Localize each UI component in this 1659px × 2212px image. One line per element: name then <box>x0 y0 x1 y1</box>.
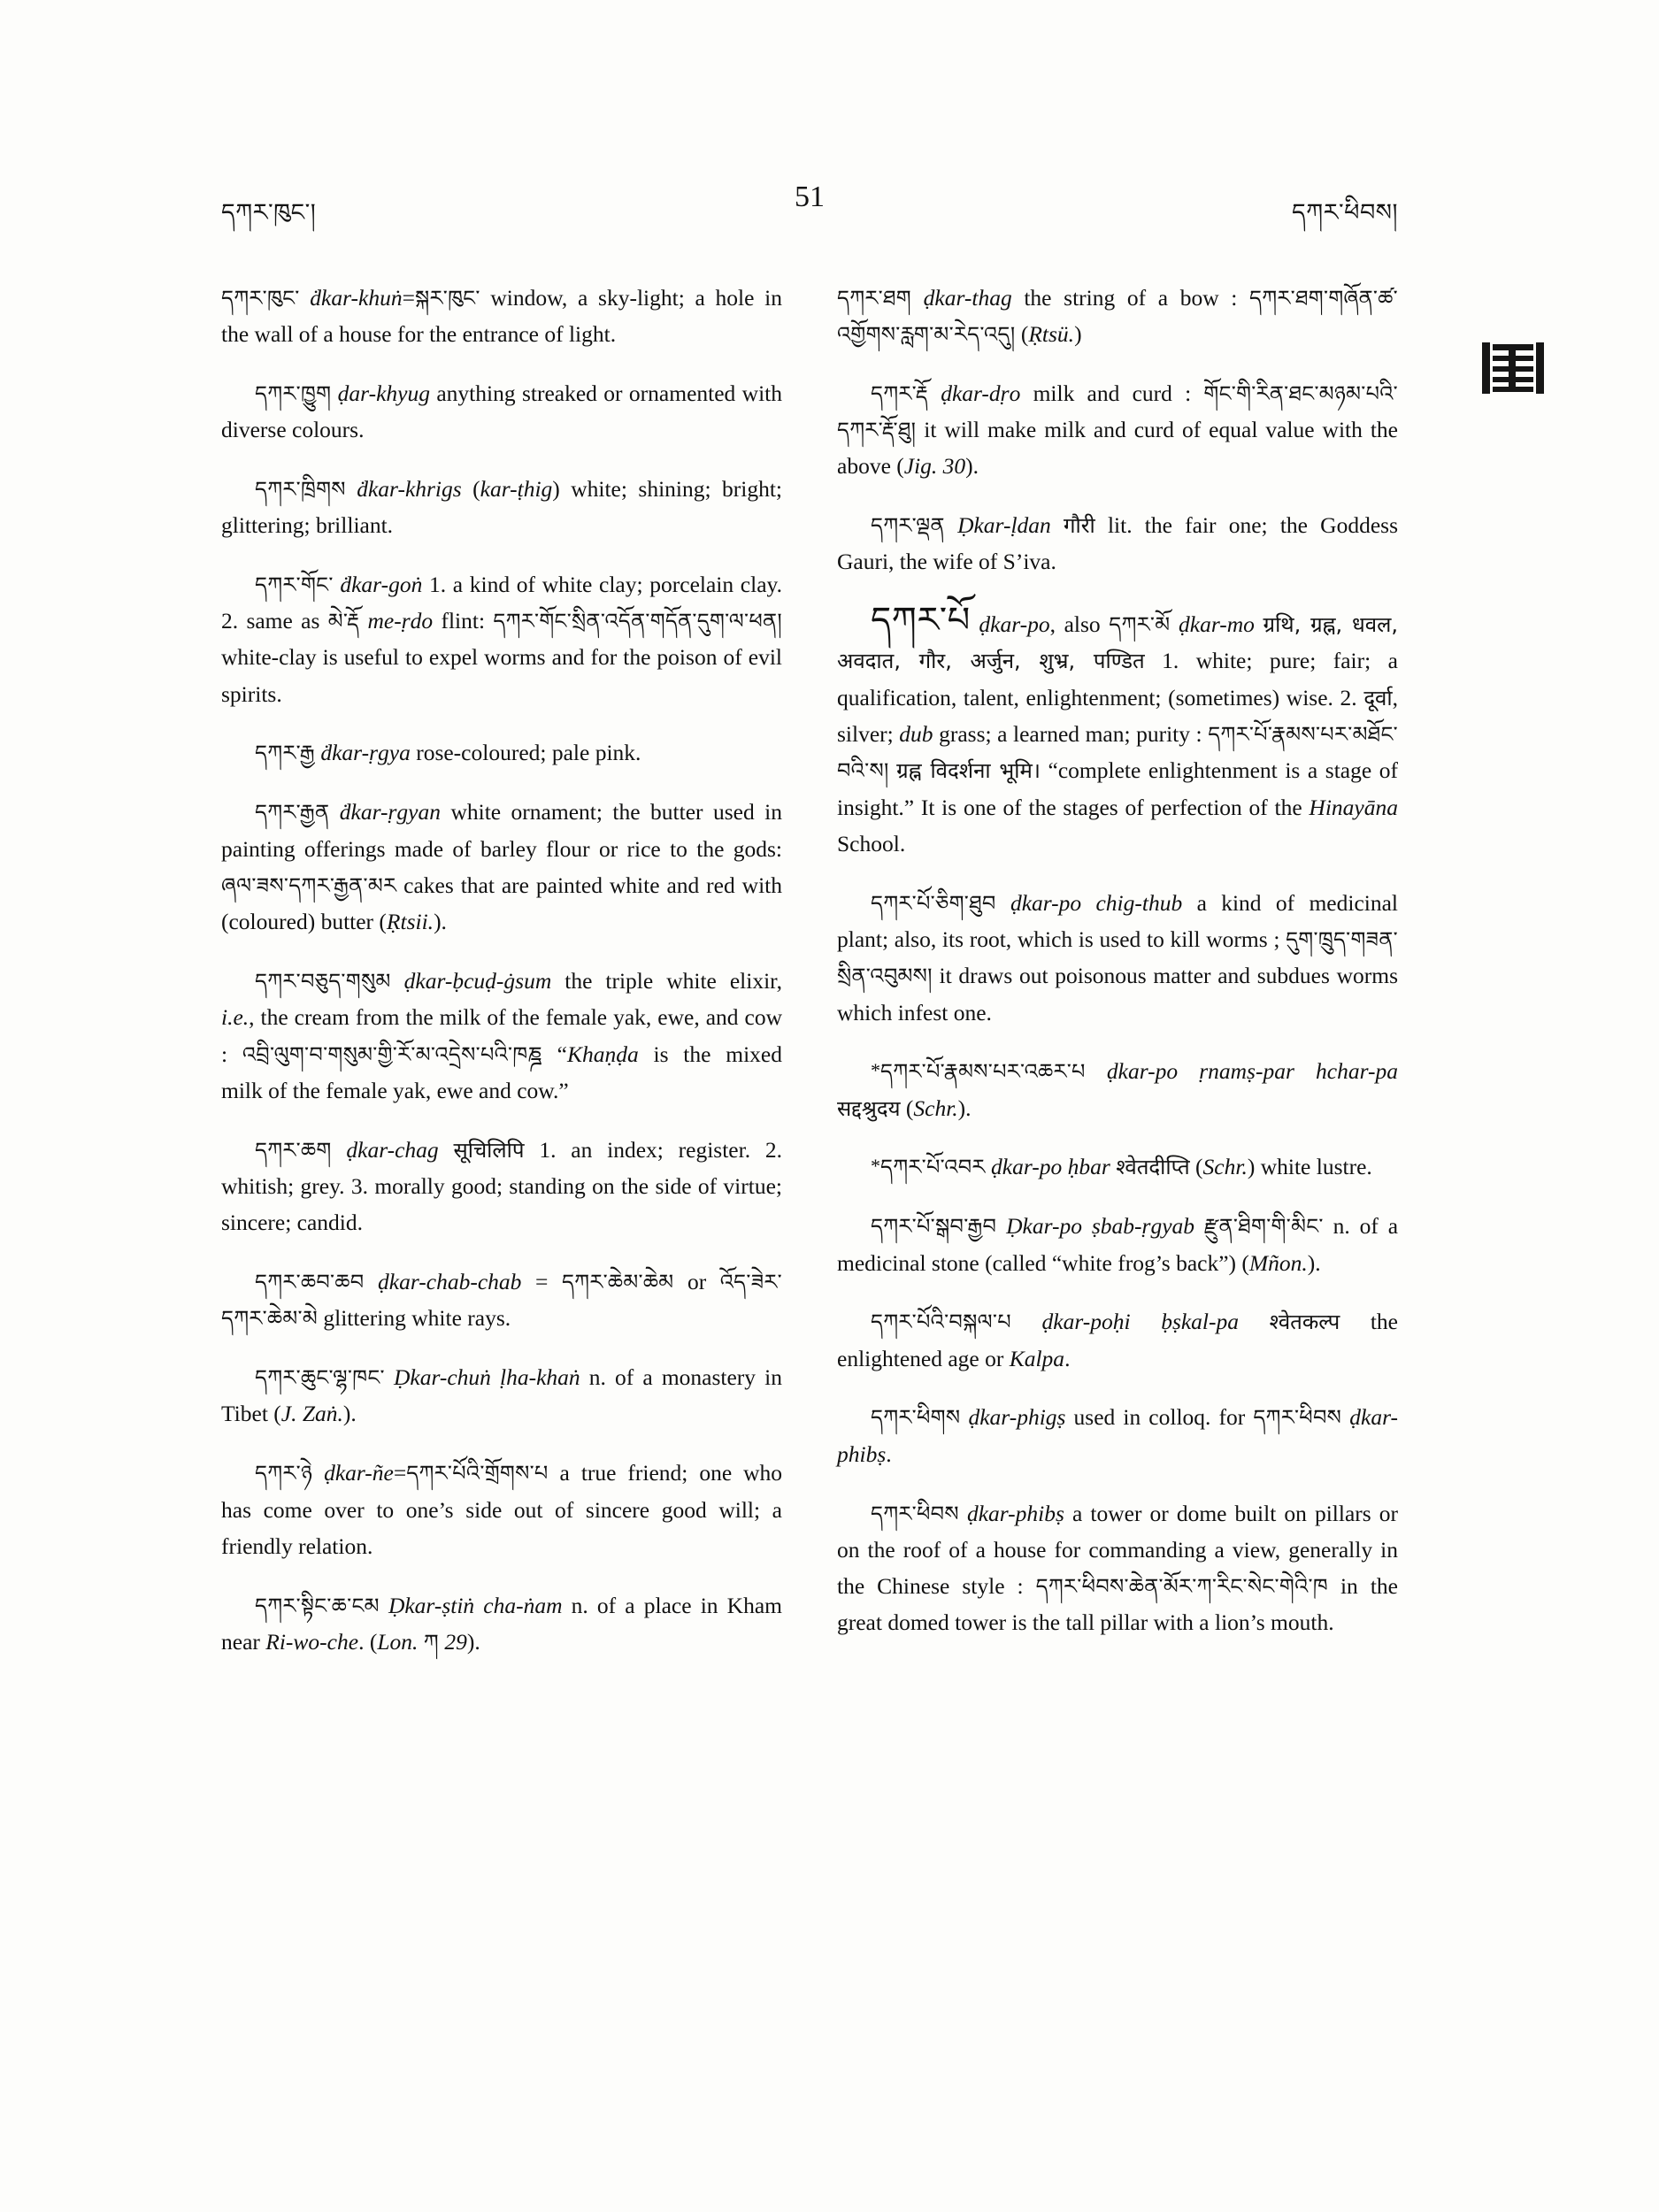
dictionary-entry: དཀར་པོའི་བསྐལ་པ ḍkar-poḥi ḅṣkal-pa श्वेतकल्प the enlightened age or Kalpa. <box>837 1309 1399 1371</box>
dictionary-entry: དཀར་རྒྱན ḋkar-ṛgyan white ornament; the butter used in painting offerings made of barley flour or rice to the gods: ཞལ་ཟས་དཀར་རྒྱན་མར cakes that are painted white and red with (coloured) butter (Ṛtsii.). <box>221 799 783 935</box>
dictionary-entry: དཀར་ལྡན Ḍkar-ḷdan गौरी lit. the fair one; the Goddess Gauri, the wife of S’iva. <box>837 511 1399 575</box>
text-body <box>221 257 1398 1671</box>
dictionary-entry: དཀར་ཁྲིགས ḋkar-khrigs (kar-ṭhig) white; shining; bright; glittering; brilliant. <box>221 475 783 538</box>
dictionary-entry: དཀར་བཅུད་གསུམ ḍkar-ḅcuḍ-ġsum the triple white elixir, i.e., the cream from the milk of the female yak, ewe, and cow : འབྲི་ལུག་བ་གསུམ་གྱི་རོ་མ་འདྲེས་པའི་ཁཎྜ “Khaṇḍa is the mixed milk of the female yak, ewe and cow.” <box>221 967 783 1103</box>
dictionary-entry: དཀར་གོང་ ḋkar-goṅ 1. a kind of white clay; porcelain clay. 2. same as མེ་རྡོ me-ṛdo flint: དཀར་གོང་སྲིན་འདོན་གདོན་དུག་ལ་ཕན། white-clay is useful to expel worms and for the poison of evil spirits. <box>221 571 782 707</box>
woodblock-margin-mark <box>1482 341 1544 396</box>
running-head-right: དཀར་ཕིབས། <box>1292 199 1398 227</box>
column-left <box>221 257 782 1671</box>
dictionary-entry: དཀར་ཁྱུག ḍar-khyug anything streaked or ornamented with diverse colours. <box>221 380 783 442</box>
page-number: 51 <box>795 180 825 213</box>
dictionary-entry: དཀར་པོ ḍkar-po, also དཀར་མོ ḍkar-mo ग्रथि, ग्रह्न, धवल, अवदात, गौर, अर्जुन, शुभ्र, पण्डित 1. white; pure; fair; a qualification, talent, enlightenment; (sometimes) wise. 2. दूर्वा, silver; dub grass; a learned man; purity : དཀར་པོ་རྣམས་པར་མཐོང་བའི་ས། ग्रह्न विदर्शना भूमि। “complete enlightenment is a stage of insight.” It is one of the stages of perfection of the Hinayāna School. <box>837 600 1399 856</box>
dictionary-entry: དཀར་ཁུང་ ḋkar-khuṅ=སྐར་ཁུང་ window, a sky-light; a hole in the wall of a house for the entrance of light. <box>221 284 782 347</box>
dictionary-entry: དཀར་པོ་སྒབ་རྒྱབ Ḍkar-po ṣbab-ṛgyab རྫུན་ཐིག་གི་མིང་ n. of a medicinal stone (called “white frog’s back”) (Mñon.). <box>837 1213 1399 1276</box>
page-header <box>221 180 1398 237</box>
dictionary-entry: དཀར་རྒྱ ḋkar-ṛgya rose-coloured; pale pink. <box>255 740 641 766</box>
dictionary-entry: དཀར་ཆུང་ལྷ་ཁང་ Ḍkar-chuṅ ḷha-khaṅ n. of a monastery in Tibet (J. Zaṅ.). <box>221 1364 782 1427</box>
dictionary-entry: *དཀར་པོ་འབར ḍkar-po ḥbar श्वेतदीप्ति (Schr.) white lustre. <box>871 1154 1372 1180</box>
dictionary-entry: *དཀར་པོ་རྣམས་པར་འཆར་པ ḍkar-po ṛnamṣ-par hchar-pa सद्दश्रुदय (Schr.). <box>837 1058 1398 1121</box>
dictionary-entry: དཀར་ཕིབས ḍkar-phibṣ a tower or dome built on pillars or on the roof of a house for commanding a view, generally in the Chinese style : དཀར་ཕིབས་ཆེན་མོར་ཀ་རིང་སེང་གེའི་ཁ in the great domed tower is the tall pillar with a lion’s mouth. <box>837 1500 1398 1636</box>
dictionary-entry: དཀར་སྟིང་ཆ་ངམ Ḍkar-ṣtiṅ cha-ṅam n. of a place in Kham near Ri-wo-che. (Lon. ཀ 29). <box>221 1592 782 1655</box>
dictionary-entry: དཀར་པོ་ཅིག་ཐུབ ḍkar-po chig-thub a kind of medicinal plant; also, its root, which is used to kill worms ; དུག་ཁྲུད་གཟན་སྲིན་འབུམས། it draws out poisonous matter and subdues worms which infest one. <box>837 889 1399 1025</box>
running-head-left: དཀར་ཁུང་། <box>221 199 317 227</box>
dictionary-entry: དཀར་ཐག ḍkar-thag the string of a bow : དཀར་ཐག་གཞོན་ཚ་འགྱོགས་རླག་མ་རེད་འདུ། (Ṛtsü.) <box>837 284 1398 347</box>
dictionary-entry: དཀར་རྡོ ḍkar-dṛo milk and curd : གོང་གི་རིན་ཐང་མཉམ་པའི་དཀར་རྡོ་ཐུ། it will make milk and curd of equal value with the above (Jig. 30). <box>837 380 1399 480</box>
dictionary-entry: དཀར་ཕིགས ḍkar-phigṣ used in colloq. for དཀར་ཕིབས ḍkar-phibṣ. <box>837 1404 1398 1467</box>
dictionary-entry: དཀར་ཉེ ḍkar-ñe=དཀར་པོའི་གྲོགས་པ a true friend; one who has come over to one’s side out of sincere good will; a friendly relation. <box>221 1460 783 1559</box>
column-right <box>837 257 1398 1671</box>
dictionary-entry: དཀར་ཆབ་ཆབ ḍkar-chab-chab = དཀར་ཆེམ་ཆེམ or འོད་ཟེར་དཀར་ཆེམ་མེ glittering white rays. <box>221 1269 782 1332</box>
dictionary-entry: དཀར་ཆག ḍkar-chag सूचिलिपि 1. an index; register. 2. whitish; grey. 3. morally good; standing on the side of virtue; sincere; candid. <box>221 1136 783 1236</box>
